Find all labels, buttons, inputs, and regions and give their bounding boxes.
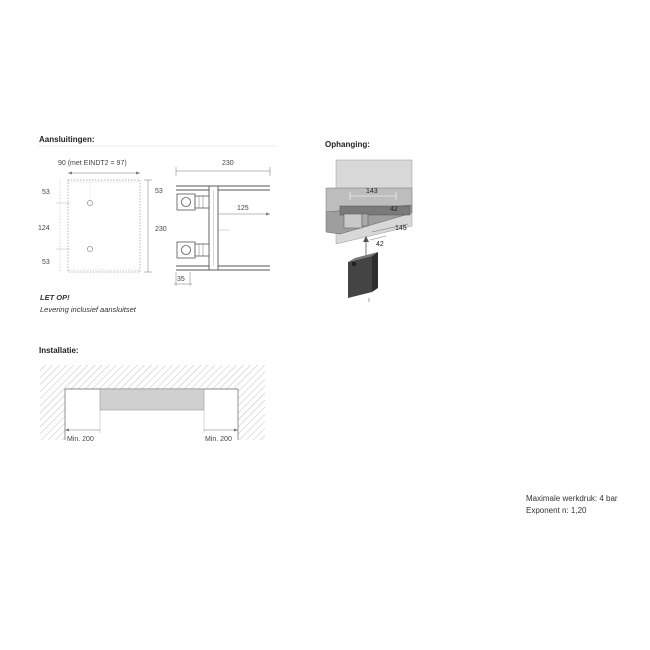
- dim-right-depth: 125: [237, 205, 249, 212]
- connections-heading: Aansluitingen:: [39, 135, 95, 144]
- dim-width: 143: [366, 188, 378, 195]
- clearance-left: Min. 200: [67, 436, 94, 443]
- dim-bottom: 35: [177, 276, 185, 283]
- dim-depth-b: 145: [395, 225, 407, 232]
- spec-pressure: Maximale werkdruk: 4 bar: [526, 494, 618, 503]
- dim-mid-top: 53: [155, 188, 163, 195]
- dim-left-bottom: 53: [42, 259, 50, 266]
- dim-left-top: 53: [42, 189, 50, 196]
- note-title: LET OP!: [40, 293, 70, 302]
- dim-depth-c: 42: [376, 241, 384, 248]
- note-text: Levering inclusief aansluitset: [40, 305, 136, 314]
- spec-exponent: Exponent n: 1,20: [526, 506, 587, 515]
- dim-mid-height: 230: [155, 226, 167, 233]
- dim-left-middle: 124: [38, 225, 50, 232]
- radiator-block: [100, 389, 204, 410]
- dim-top-left: 90 (met EINDT2 = 97): [58, 160, 127, 167]
- dim-depth-a: 42: [390, 206, 398, 213]
- mounting-heading: Ophanging:: [325, 140, 370, 149]
- installation-heading: Installatie:: [39, 346, 79, 355]
- clearance-right: Min. 200: [205, 436, 232, 443]
- dim-top-right: 230: [222, 160, 234, 167]
